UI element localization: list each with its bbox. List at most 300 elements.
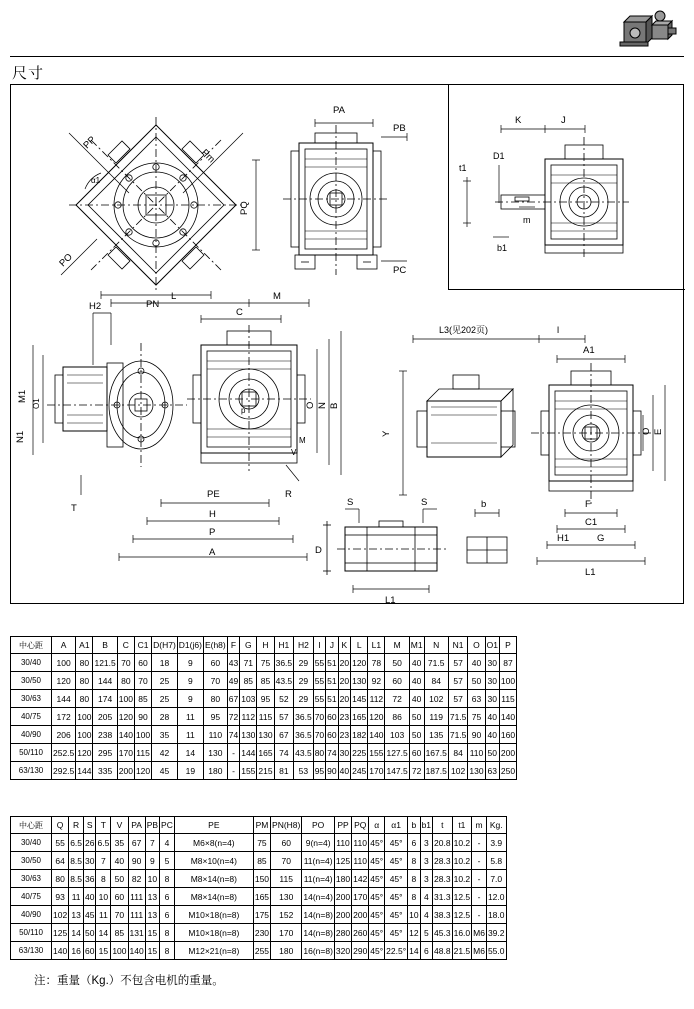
table-cell: 55 <box>52 834 69 852</box>
th: P <box>499 637 516 654</box>
table-cell: 200 <box>117 762 134 780</box>
svg-text:A: A <box>209 547 216 558</box>
table-cell: 200 <box>334 888 351 906</box>
table-cell: 50 <box>409 726 424 744</box>
table-row <box>11 906 507 924</box>
svg-text:Y: Y <box>381 430 392 437</box>
th: PE <box>174 817 253 834</box>
table-cell: 8 <box>408 870 420 888</box>
table-cell: 10 <box>145 870 159 888</box>
table-cell: - <box>472 906 487 924</box>
table-cell: 75 <box>468 708 485 726</box>
table-cell: 45° <box>369 888 385 906</box>
svg-text:b: b <box>481 499 487 510</box>
table-cell: 8 <box>160 870 175 888</box>
table-cell: 152 <box>271 906 302 924</box>
table-cell: 60 <box>203 654 227 672</box>
th: PM <box>253 817 270 834</box>
table-cell: 13 <box>145 888 159 906</box>
th: H <box>257 637 274 654</box>
svg-text:PC: PC <box>393 265 407 276</box>
th: H2 <box>294 637 314 654</box>
table-cell: 225 <box>351 744 368 762</box>
th: L <box>351 637 368 654</box>
svg-text:A1: A1 <box>583 345 595 356</box>
table-cell: 40 <box>338 762 350 780</box>
table-cell: 30 <box>338 744 350 762</box>
table-cell: 6 <box>420 942 432 960</box>
table-cell: 70 <box>134 672 151 690</box>
table-cell: 4 <box>420 906 432 924</box>
th: t <box>433 817 453 834</box>
table-cell: 50 <box>485 744 499 762</box>
table-cell: 45° <box>385 834 408 852</box>
table-cell: 112 <box>368 690 385 708</box>
table-cell: 63 <box>468 690 485 708</box>
table-cell: 145 <box>351 690 368 708</box>
title-divider <box>10 56 684 57</box>
table-cell: 100 <box>76 726 93 744</box>
th: S <box>84 817 96 834</box>
table-cell: 165 <box>257 744 274 762</box>
th: C1 <box>134 637 151 654</box>
table-cell: 295 <box>93 744 117 762</box>
table-cell: 6 <box>408 834 420 852</box>
table-cell: 8 <box>96 870 111 888</box>
table-cell: 14(n=4) <box>302 888 335 906</box>
table-cell: 45° <box>385 870 408 888</box>
table-cell: 95 <box>203 708 227 726</box>
table-row <box>11 924 507 942</box>
table-cell: 5 <box>420 924 432 942</box>
table-cell: 135 <box>424 726 448 744</box>
table-cell: 36.5 <box>294 726 314 744</box>
table-cell: 55.0 <box>486 942 506 960</box>
table-cell: 55 <box>313 654 325 672</box>
page-title: 尺寸 <box>12 65 45 82</box>
table-cell: 20 <box>338 672 350 690</box>
table-cell: 92 <box>368 672 385 690</box>
table-cell: 95 <box>313 762 325 780</box>
table-cell: 238 <box>93 726 117 744</box>
table-cell: 11 <box>177 708 203 726</box>
table-cell: 80 <box>117 672 134 690</box>
table-cell: 3 <box>420 834 432 852</box>
table-cell: 85 <box>111 924 128 942</box>
table-cell: 130 <box>257 726 274 744</box>
table-cell: 50 <box>468 672 485 690</box>
table-cell: 42 <box>152 744 178 762</box>
table-cell: 43.5 <box>294 744 314 762</box>
table-cell: 23 <box>338 726 350 744</box>
table-cell: 90 <box>326 762 338 780</box>
table-cell: 110 <box>334 834 351 852</box>
table-cell: 67 <box>227 690 239 708</box>
th: M1 <box>409 637 424 654</box>
table-cell: 82 <box>128 870 145 888</box>
row-label: 40/90 <box>11 726 52 744</box>
table-cell: 72 <box>409 762 424 780</box>
table-cell: 60 <box>84 942 96 960</box>
table-cell: 40 <box>468 654 485 672</box>
table-cell: 170 <box>352 888 369 906</box>
table-cell: 45.3 <box>433 924 453 942</box>
table-cell: 7.0 <box>486 870 506 888</box>
table-cell: 29 <box>294 654 314 672</box>
table-cell: 80 <box>76 672 93 690</box>
svg-text:L: L <box>171 291 177 302</box>
table-cell: 70 <box>313 708 325 726</box>
table-cell: 70 <box>203 672 227 690</box>
table-cell: 187.5 <box>424 762 448 780</box>
row-label: 30/63 <box>11 870 52 888</box>
table-cell: 50 <box>111 870 128 888</box>
table-cell: 3 <box>420 852 432 870</box>
th: B <box>93 637 117 654</box>
table-cell: 11 <box>96 906 111 924</box>
table-cell: 80 <box>76 690 93 708</box>
table-cell: 100 <box>117 690 134 708</box>
table-cell: 3.9 <box>486 834 506 852</box>
table-cell: 28.3 <box>433 852 453 870</box>
table-cell: - <box>472 888 487 906</box>
svg-text:D: D <box>315 545 322 556</box>
table-cell: 215 <box>257 762 274 780</box>
table-cell: 280 <box>334 924 351 942</box>
table-cell: 90 <box>468 726 485 744</box>
table-row <box>11 672 517 690</box>
table-cell: 20.8 <box>433 834 453 852</box>
table-cell: 57 <box>448 672 468 690</box>
table-cell: 45° <box>385 888 408 906</box>
th: O1 <box>485 637 499 654</box>
table-cell: 11(n=4) <box>302 870 335 888</box>
table-cell: 110 <box>352 852 369 870</box>
table-cell: 180 <box>334 870 351 888</box>
row-label: 50/110 <box>11 924 52 942</box>
table-cell: 35 <box>152 726 178 744</box>
table-cell: - <box>472 870 487 888</box>
table-cell: 63 <box>485 762 499 780</box>
table-cell: 40 <box>409 672 424 690</box>
dimension-table-1 <box>10 636 517 780</box>
th: PA <box>128 817 145 834</box>
table-cell: 10 <box>96 888 111 906</box>
th: L1 <box>368 637 385 654</box>
table-cell: 8.5 <box>69 852 84 870</box>
th: A1 <box>76 637 93 654</box>
table-cell: 95 <box>257 690 274 708</box>
table-cell: 74 <box>274 744 294 762</box>
table-cell: 110 <box>352 834 369 852</box>
row-label: 50/110 <box>11 744 52 762</box>
table-cell: 9 <box>177 654 203 672</box>
table-cell: 16 <box>69 942 84 960</box>
table-cell: 93 <box>52 888 69 906</box>
table-cell: 36 <box>84 870 96 888</box>
table-cell: 45 <box>84 906 96 924</box>
table-cell: 206 <box>52 726 76 744</box>
table-cell: 6.5 <box>69 834 84 852</box>
table-cell: 6 <box>160 906 175 924</box>
row-label: 30/50 <box>11 672 52 690</box>
table-cell: 180 <box>203 762 227 780</box>
th: PN(H8) <box>271 817 302 834</box>
svg-text:D1: D1 <box>493 151 505 161</box>
table-cell: 57 <box>448 690 468 708</box>
table-cell: 81 <box>274 762 294 780</box>
th: b1 <box>420 817 432 834</box>
table-cell: 18.0 <box>486 906 506 924</box>
dimension-drawing-frame <box>10 84 684 604</box>
table-cell: 12 <box>408 924 420 942</box>
table-cell: 40 <box>409 654 424 672</box>
svg-text:M: M <box>273 291 281 302</box>
svg-text:m: m <box>523 215 531 225</box>
table-cell: 90 <box>134 708 151 726</box>
table-cell: 45° <box>369 834 385 852</box>
th: M <box>385 637 409 654</box>
table-cell: 174 <box>93 690 117 708</box>
svg-text:H1: H1 <box>557 533 570 544</box>
table-cell: 70 <box>313 726 325 744</box>
table-cell: 103 <box>240 690 257 708</box>
table-cell: 40 <box>111 852 128 870</box>
table-cell: 50 <box>409 708 424 726</box>
svg-text:L1: L1 <box>385 595 396 603</box>
table-cell: M10×18(n=8) <box>174 924 253 942</box>
table-row <box>11 870 507 888</box>
table-cell: 72 <box>227 708 239 726</box>
table-cell: 11 <box>69 888 84 906</box>
table-cell: 39.2 <box>486 924 506 942</box>
svg-text:J: J <box>561 115 566 126</box>
table-cell: 6.5 <box>96 834 111 852</box>
svg-text:E: E <box>653 428 664 435</box>
th: N1 <box>448 637 468 654</box>
table-cell: 4 <box>160 834 175 852</box>
svg-text:M1: M1 <box>17 389 28 403</box>
table-cell: 20 <box>338 654 350 672</box>
table-cell: 45 <box>152 762 178 780</box>
svg-text:PB: PB <box>393 123 406 134</box>
table-cell: 85 <box>134 690 151 708</box>
table-cell: 115 <box>499 690 516 708</box>
table-cell: 10.2 <box>452 834 472 852</box>
table-row <box>11 708 517 726</box>
table-row <box>11 690 517 708</box>
svg-text:PN: PN <box>146 299 160 310</box>
th: PB <box>145 817 159 834</box>
th: PP <box>334 817 351 834</box>
table-cell: 127.5 <box>385 744 409 762</box>
table-cell: 14(n=8) <box>302 906 335 924</box>
table-cell: 130 <box>240 726 257 744</box>
svg-text:H2: H2 <box>89 301 102 312</box>
svg-text:Pm: Pm <box>198 147 217 166</box>
th: t1 <box>452 817 472 834</box>
table-cell: 120 <box>368 708 385 726</box>
th: C <box>117 637 134 654</box>
table-cell: 72 <box>385 690 409 708</box>
table-cell: 175 <box>253 906 270 924</box>
th: K <box>338 637 350 654</box>
svg-text:P: P <box>209 527 216 538</box>
table-cell: 13 <box>69 906 84 924</box>
th: m <box>472 817 487 834</box>
row-label: 30/63 <box>11 690 52 708</box>
th: α1 <box>385 817 408 834</box>
table-cell: M8×14(n=8) <box>174 870 253 888</box>
table-cell: 25 <box>152 672 178 690</box>
table-cell: 40 <box>409 690 424 708</box>
table-cell: 125 <box>334 852 351 870</box>
table-cell: 29 <box>294 690 314 708</box>
svg-text:G: G <box>597 533 605 544</box>
table-row <box>11 834 507 852</box>
table-cell: 31.3 <box>433 888 453 906</box>
table-cell: 60 <box>134 654 151 672</box>
svg-text:K: K <box>515 115 522 126</box>
table-cell: 45° <box>369 906 385 924</box>
table-cell: 51 <box>326 654 338 672</box>
table-cell: 84 <box>448 744 468 762</box>
th: J <box>326 637 338 654</box>
table-cell: 14 <box>96 924 111 942</box>
svg-text:O: O <box>305 401 316 409</box>
th: PC <box>160 817 175 834</box>
table-cell: 85 <box>257 672 274 690</box>
table-cell: M6 <box>472 942 487 960</box>
table-cell: 57 <box>274 708 294 726</box>
table-cell: 50 <box>385 654 409 672</box>
table-cell: 71 <box>240 654 257 672</box>
svg-text:H: H <box>209 509 216 520</box>
table-cell: 121.5 <box>93 654 117 672</box>
table-cell: 43.5 <box>274 672 294 690</box>
table-cell: 48.8 <box>433 942 453 960</box>
table-cell: 142 <box>352 870 369 888</box>
table-cell: 28 <box>152 708 178 726</box>
footer-note: 注：重量（Kg.）不包含电机的重量。 <box>34 975 224 987</box>
table-cell: 102 <box>52 906 69 924</box>
table-cell: 160 <box>499 726 516 744</box>
row-label: 63/130 <box>11 762 52 780</box>
table-cell: 15 <box>145 924 159 942</box>
table-cell: 28.3 <box>433 870 453 888</box>
table-cell: 12.5 <box>452 888 472 906</box>
table-cell: 130 <box>271 888 302 906</box>
table-cell: M10×18(n=8) <box>174 906 253 924</box>
table-cell: 8 <box>160 924 175 942</box>
svg-text:S: S <box>347 497 354 508</box>
table-cell: M6 <box>472 924 487 942</box>
table-cell: 64 <box>52 852 69 870</box>
table-cell: 140 <box>117 726 134 744</box>
svg-text:b1: b1 <box>497 243 508 253</box>
th: PQ <box>352 817 369 834</box>
table-cell: 120 <box>134 762 151 780</box>
table-cell: 90 <box>128 852 145 870</box>
th: N <box>424 637 448 654</box>
table-cell: 51 <box>326 690 338 708</box>
table-cell: 120 <box>76 744 93 762</box>
gearbox-motor-icon <box>616 8 680 54</box>
table-cell: 100 <box>52 654 76 672</box>
table-cell: - <box>227 744 239 762</box>
table-cell: 140 <box>52 942 69 960</box>
table-cell: 19 <box>177 762 203 780</box>
table-cell: 60 <box>385 672 409 690</box>
th: R <box>69 817 84 834</box>
table-cell: 12.5 <box>452 906 472 924</box>
table-cell: 167.5 <box>424 744 448 762</box>
table-cell: 60 <box>326 708 338 726</box>
table-cell: 14(n=8) <box>302 924 335 942</box>
table-cell: 55 <box>313 690 325 708</box>
table-cell: 36.5 <box>294 708 314 726</box>
table-cell: 182 <box>351 726 368 744</box>
th: PO <box>302 817 335 834</box>
table-row <box>11 852 507 870</box>
table-cell: 52 <box>274 690 294 708</box>
table-cell: 80 <box>76 654 93 672</box>
svg-text:l: l <box>557 325 560 336</box>
th: α <box>369 817 385 834</box>
table-cell: 60 <box>271 834 302 852</box>
table-cell: 45° <box>369 924 385 942</box>
table-cell: 9 <box>177 672 203 690</box>
row-label: 40/90 <box>11 906 52 924</box>
svg-text:t1: t1 <box>459 163 467 173</box>
table-cell: 5.8 <box>486 852 506 870</box>
table-cell: 7 <box>145 834 159 852</box>
table-cell: 125 <box>52 924 69 942</box>
table-cell: 21.5 <box>452 942 472 960</box>
row-label: 30/40 <box>11 654 52 672</box>
svg-text:T: T <box>71 503 77 514</box>
table-cell: 23 <box>338 708 350 726</box>
table-cell: 67 <box>128 834 145 852</box>
table-row <box>11 726 517 744</box>
table-cell: 119 <box>424 708 448 726</box>
table-cell: 130 <box>351 672 368 690</box>
table-cell: 200 <box>352 906 369 924</box>
table-cell: 85 <box>240 672 257 690</box>
table-cell: 15 <box>145 942 159 960</box>
svg-text:S: S <box>421 497 428 508</box>
table-cell: 255 <box>253 942 270 960</box>
table-cell: 78 <box>368 654 385 672</box>
table-cell: 29 <box>294 672 314 690</box>
table-cell: 250 <box>499 762 516 780</box>
table-cell: 45° <box>369 870 385 888</box>
table-cell: 100 <box>134 726 151 744</box>
table-cell: 60 <box>111 888 128 906</box>
table-cell: 14 <box>177 744 203 762</box>
table-cell: 111 <box>128 888 145 906</box>
th: D1(j6) <box>177 637 203 654</box>
svg-text:O1: O1 <box>32 398 41 409</box>
table-cell: 10.2 <box>452 852 472 870</box>
table-cell: 57 <box>448 654 468 672</box>
table-cell: 30 <box>485 672 499 690</box>
table-cell: 200 <box>334 906 351 924</box>
svg-text:PP: PP <box>81 134 99 152</box>
table-cell: 40 <box>84 888 96 906</box>
table-cell: 50 <box>84 924 96 942</box>
table-cell: 103 <box>385 726 409 744</box>
